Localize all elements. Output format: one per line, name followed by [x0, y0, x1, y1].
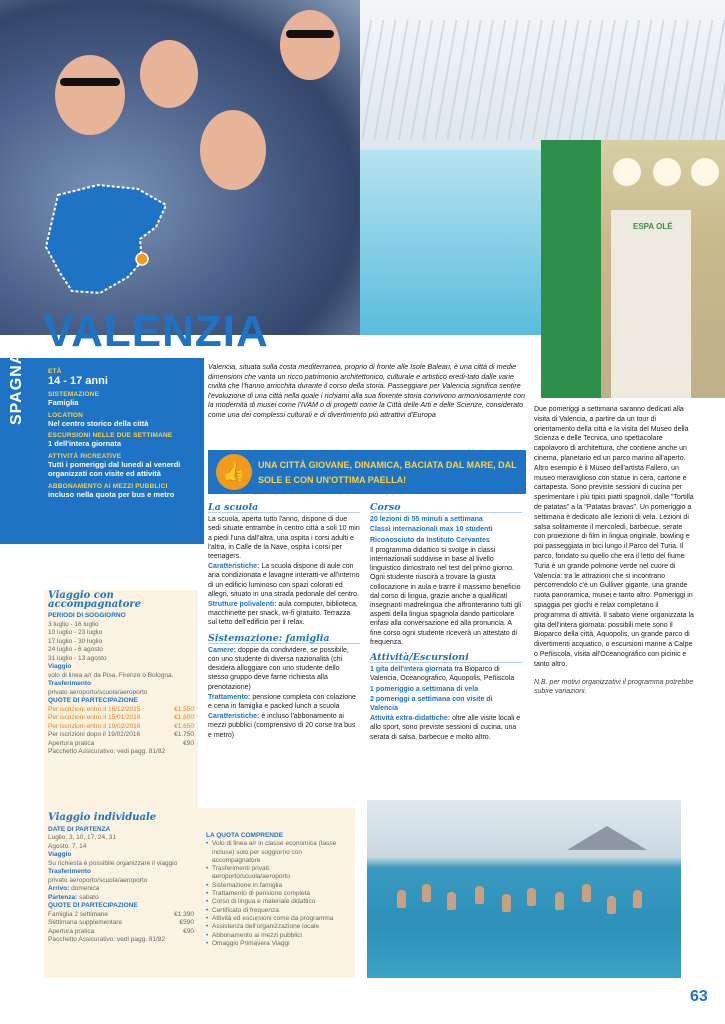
board-label: Trattamento: [208, 693, 251, 701]
price-label: Settimana supplementare [48, 919, 123, 926]
student-face [140, 40, 198, 108]
individual-heading: Viaggio individuale [48, 812, 157, 823]
price-row [48, 928, 194, 937]
transfer-label: Trasferimento [48, 680, 91, 687]
course-column [370, 503, 522, 743]
transport-value: incluso nella quota per bus e metro [48, 489, 175, 499]
sunglasses [60, 78, 120, 86]
price-label: Famiglia 2 settimane [48, 910, 108, 918]
spain-map-icon [38, 175, 178, 305]
period-item: 24 luglio - 6 agosto [48, 646, 103, 653]
period-item: 10 luglio - 23 luglio [48, 629, 103, 636]
individual-transfer-text: privato aeroporto/scuola/aeroporto [48, 876, 148, 884]
price-label: Per iscrizioni dopo il 19/02/2016 [48, 731, 141, 738]
accommodation-features-text: è incluso l'abbonamento ai mezzi pubblici (comprensivo di 20 corse tra bus e metro) [208, 713, 356, 739]
accommodation-heading: Sistemazione: famiglia [208, 634, 360, 644]
price-value: €1.390 [174, 910, 194, 918]
lamp-icon [691, 158, 719, 186]
accommodation-value: Famiglia [48, 398, 79, 407]
school-entrance-photo [541, 140, 725, 398]
age-label: ETÀ [48, 368, 62, 375]
swimmer [397, 890, 406, 908]
periods-label: PERIODI DI SOGGIORNO [48, 612, 126, 619]
list-item: • Certificato di frequenza [206, 907, 347, 915]
price-row [48, 911, 194, 920]
course-line-2: Classi internazionali max 10 studenti [370, 526, 493, 534]
school-logo: ESPA OLÉ [633, 222, 673, 231]
accompanied-heading: Viaggio con accompagnatore [48, 590, 142, 610]
travel-text: volo di linea a/r da Pisa, Firenze o Bologna. [48, 671, 174, 679]
green-glass-wall [541, 140, 601, 398]
school-column [208, 503, 360, 741]
activities-line-2: 1 pomeriggio a settimana di vela [370, 685, 479, 693]
price-label: Pacchetto Assicurativo: vedi pagg. 81/82 [48, 748, 166, 755]
price-row [48, 936, 194, 945]
quota-includes-box [198, 808, 355, 978]
price-value: €90 [183, 739, 194, 747]
slogan-banner [208, 450, 526, 494]
period-item: 31 luglio - 13 agosto [48, 654, 107, 662]
location-label: LOCATION [48, 411, 84, 419]
dates-july: Luglio: 3, 10, 17, 24, 31 [48, 834, 116, 841]
lamp-icon [613, 158, 641, 186]
course-text: Il programma didattico si svolge in classi internazionali suddivise in base al livello linguistico dimostrato nel test del primo giorno. Ogni studente riuscirà a trovare la giusta collocazione in aula e trarre il massimo beneficio dal corso di lingua, grazie anche a qualificati insegnanti madrelingua che affronteranno tutti gli aspetti della lingua spagnola dando particolare enfasi alla conversazione ed alla pronuncia. A fine corso ogni studente riceverà un attestato di frequenza. [370, 546, 522, 646]
student-face [200, 110, 266, 190]
arrival-value: domenica [71, 885, 100, 892]
arrival-label: Arrivo: [48, 885, 70, 892]
price-value: €590 [179, 919, 194, 926]
excursions-value: 1 dell'intera giornata [48, 439, 122, 448]
intro-text: Valencia, situata sulla costa mediterranea, proprio di fronte alle Isole Baleari, è una città di medie dimensioni che vanta un ricco patrimonio architettonico, culturale e artistico eredi-tato dalle varie civiltà che l'hanno arricchita durante il corso della storia. Passeggiare per Valencia significa sentire l'evoluzione di una città nella quale i richiami alla sua fiorente storia convivono armoniosamente con la modernità di musei come l'IVAM o di progetti come la Città delle Arti e delle Scienze, considerato come una dei complessi culturali e di divertimento più attrattivi d'Europa [208, 362, 526, 419]
extra-activities-label: Attività extra-didattiche: [370, 715, 451, 723]
period-item: 3 luglio - 16 luglio [48, 620, 99, 628]
list-item: • Omaggio Primavera Viaggi [206, 940, 347, 948]
swimmer [527, 888, 536, 906]
departure-label: Partenza: [48, 893, 78, 901]
program-column [534, 405, 694, 698]
list-item: • Attività ed escursioni come da programma [206, 915, 347, 923]
list-item: • Trasferimenti privati: aeroporto/scuola/aeroporto [206, 865, 347, 882]
dates-august: Agosto: 7, 14 [48, 842, 87, 850]
price-row [48, 748, 194, 757]
departure-value: sabato [79, 893, 99, 901]
price-value: €1.550 [174, 705, 194, 713]
activities-value: Tutti i pomeriggi dal lunedì al venerdì organizzati con visite ed attività [48, 459, 181, 478]
student-face [55, 55, 125, 135]
school-features-label: Caratteristiche: [208, 563, 260, 571]
swimmer [447, 892, 456, 910]
price-row [48, 731, 194, 740]
age-value: 14 - 17 anni [48, 375, 108, 387]
slogan-text: UNA CITTÀ GIOVANE, DINAMICA, BACIATA DAL MARE, DAL SOLE E CON UN'OTTIMA PAELLA! [258, 460, 517, 485]
valencia-marker-icon [136, 253, 148, 265]
page-title: VALENZIA [44, 307, 269, 356]
quota-list [206, 840, 347, 948]
price-label: Apertura pratica [48, 739, 95, 747]
dates-label: DATE DI PARTENZA [48, 825, 111, 833]
page-number: 63 [690, 988, 708, 1005]
school-facilities-label: Strutture polivalenti: [208, 601, 277, 609]
individual-trip-box [44, 808, 198, 978]
price-label: Apertura pratica [48, 927, 95, 935]
price-row [48, 740, 194, 749]
period-item: 17 luglio - 30 luglio [48, 637, 103, 645]
individual-travel-label: Viaggio [48, 851, 72, 858]
price-label: Per iscrizioni entro il 15/01/2016 [48, 714, 141, 721]
swimmer [475, 886, 484, 904]
individual-transfer-label: Trasferimento [48, 868, 91, 875]
accommodation-features-label: Caratteristiche: [208, 713, 260, 721]
list-item: • Volo di linea a/r in classe economica (tasse incluse) solo per soggiorno con accompagnatore [206, 840, 347, 865]
list-item: • Trattamento di pensione completa [206, 890, 347, 898]
price-value: €1.750 [174, 731, 194, 738]
prices-label: QUOTE DI PARTECIPAZIONE [48, 697, 138, 704]
price-row [48, 714, 194, 723]
list-item: • Assistenza dell'organizzazione locale [206, 923, 347, 931]
price-label: Pacchetto Assicurativo: vedi pagg. 81/82 [48, 936, 166, 943]
thumbs-up-icon: 👍 [216, 454, 252, 490]
list-item: • Abbonamento ai mezzi pubblici [206, 932, 347, 940]
program-text: Due pomeriggi a settimana saranno dedicati alla visita di Valencia, a partire da un tour di orientamento della città e la visita del Museo della Scienza e delle Tecnica, uno spettacolare capolavoro di architettura, che contiene anche un cinema, planetario ed un parco marino all'aperto. Altro esempio è il Museo dell'artista Fallero, un museo meraviglioso con statue in cera, cartone e cartapesta. Sono previste sessioni di cucina per sperimentare i più tipici piatti spagnoli, dalle "Tortilla de patatas" a la "Patatas bravas". Un pomeriggio a settimana è dedicato alle lezioni di vela. Lezioni di salsa solitamente il mercoledì, barbecue, serate con proiezione di film in lingua originale, bowling e poi passeggiata in bici lungo il Parco del Turia. Il parco, fondato su quello che era il letto del fiume Turia è un grande polmone verde nel cuore di Valencia: tra le attrazioni che si incontrano percorrendolo c'è un Gulliver gigante, una grande ruota panoramica, musei e tanto altro. Pomeriggi in spiaggia per giochi e relax completano il programma di attività. Il sabato viene organizzata la gita dell'intera giornata: possibili mete sono il Bioparco della città, Aquopolis, un grande parco di divertimenti acquatico, o escursioni marine a Calpe o Peñiscola, visita all'Oceanografico con picinic e tanto altro. [534, 406, 694, 668]
board-text: pensione completa con colazione e cena in famiglia e packed lunch a scuola [208, 693, 356, 711]
school-heading: La scuola [208, 503, 360, 513]
program-note: N.B. per motivi organizzativi il programma potrebbe subire variazioni. [534, 678, 694, 696]
price-value: €1.600 [174, 714, 194, 721]
school-door [611, 210, 691, 398]
location-value: Nel centro storico della città [48, 418, 149, 428]
individual-prices-label: QUOTE DI PARTECIPAZIONE [48, 902, 138, 909]
price-value: €90 [183, 927, 194, 935]
swimmer [502, 894, 511, 912]
swimmer [633, 890, 642, 908]
price-row [48, 706, 194, 715]
rooms-text: doppie da condividere, se possibile, con uno studente di diversa nazionalità (chi desidera alloggiare con uno studente dello stesso gruppo deve farne richiesta alla prenotazione) [208, 646, 349, 691]
school-text: La scuola, aperta tutto l'anno, dispone di due sedi situate entrambe in centro città a soli 10 min a piedi l'una dall'altra, una ospita i corsi adulti e l'altra, in Calle de la Nave, ospita i corsi per teenagers. [208, 516, 360, 561]
swimmer [422, 884, 431, 902]
accommodation-label: SISTEMAZIONE [48, 391, 100, 398]
school-facilities-text: aula computer, biblioteca, macchinette per snack, wi-fi gratuito. Terrazza sul tetto dell'edificio per il relax. [208, 601, 358, 627]
distant-island [567, 826, 647, 850]
school-features-text: La scuola dispone di aule con aria condizionata e lavagne interatti-ve all'interno di un edificio luminoso con spazi colorati ed allegri, situato in una strada pedonale del centro. [208, 563, 360, 598]
activities-label: ATTIVITÀ RICREATIVE [48, 452, 122, 460]
price-label: Per iscrizioni entro il 16/12/2015 [48, 705, 141, 713]
transfer-text: privato aeroporto/scuola/aeroporto [48, 688, 148, 696]
course-line-1: 20 lezioni di 55 minuti a settimana [370, 516, 483, 524]
price-row [48, 919, 194, 928]
list-item: • Corso di lingua e materiale didattico [206, 898, 347, 906]
accompanied-trip-box [44, 590, 198, 808]
activities-line-3: 2 pomeriggi a settimana con visite di Valencia [370, 695, 493, 713]
swimmer [607, 896, 616, 914]
course-line-3: Riconosciuto da Instituto Cervantes [370, 536, 490, 544]
travel-label: Viaggio [48, 663, 72, 670]
activities-line-1-rest: tra Bioparco di Valencia, Oceanografico, Aquopolis, Peñiscola [370, 666, 515, 683]
activities-heading: Attività/Escursioni [370, 653, 522, 663]
price-row [48, 723, 194, 732]
price-value: €1.650 [174, 722, 194, 730]
student-face [280, 10, 340, 80]
extra-activities-text: oltre alle visite locali e allo sport, sono previste sessioni di cucina, una serata di salsa, barbecue e molto altro. [370, 715, 521, 741]
beach-group-photo [367, 800, 681, 978]
hero-architecture [360, 20, 725, 140]
lamp-icon [653, 158, 681, 186]
excursions-label: ESCURSIONI NELLE DUE SETTIMANE [48, 432, 173, 439]
country-label [8, 352, 26, 425]
quota-heading: LA QUOTA COMPRENDE [206, 832, 284, 839]
swimmer [555, 892, 564, 910]
swimmer [582, 884, 591, 902]
activities-line-1: 1 gita dell'intera giornata [370, 666, 453, 674]
price-label: Per iscrizioni entro il 19/02/2016 [48, 722, 141, 730]
list-item: • Sistemazione in famiglia [206, 882, 347, 890]
country-text: SPAGNA [8, 351, 25, 425]
transport-label: ABBONAMENTO AI MEZZI PUBBLICI [48, 482, 168, 490]
course-heading: Corso [370, 503, 522, 513]
info-panel [44, 358, 204, 544]
sunglasses [286, 30, 334, 38]
individual-travel-text: Su richiesta è possibile organizzare il viaggio [48, 859, 178, 867]
rooms-label: Camere: [208, 646, 237, 654]
